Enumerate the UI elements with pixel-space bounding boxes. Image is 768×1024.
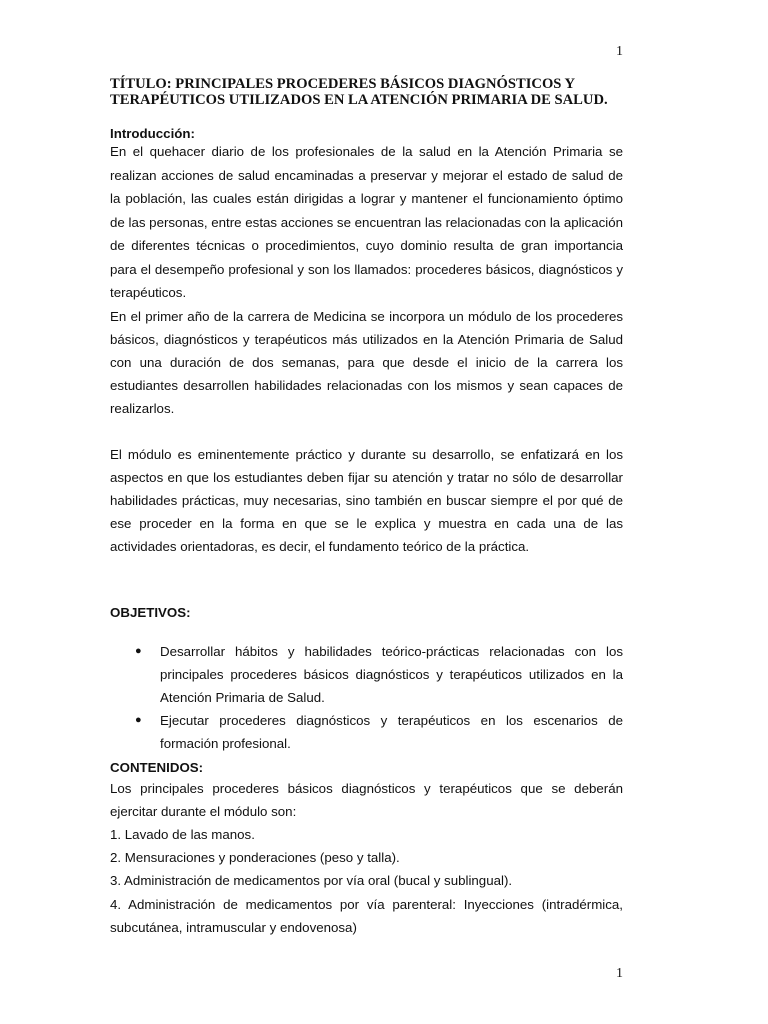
list-item: 1. Lavado de las manos.	[110, 826, 255, 842]
objective-text: Ejecutar procederes diagnósticos y terapéuticos en los escenarios de formación profesional.	[160, 713, 623, 752]
list-item: 4. Administración de medicamentos por vía parenteral: Inyecciones (intradérmica, subcutánea, intramuscular y endovenosa)	[110, 896, 623, 935]
bullet-icon: ●	[135, 714, 142, 727]
contents-intro: Los principales procederes básicos diagnósticos y terapéuticos que se deberán ejercitar durante el módulo son:	[110, 780, 623, 819]
objective-text: Desarrollar hábitos y habilidades teórico-prácticas relacionadas con los principales procederes básicos diagnósticos y terapéuticos utilizados en la Atención Primaria de Salud.	[160, 643, 623, 705]
list-item: 2. Mensuraciones y ponderaciones (peso y talla).	[110, 850, 400, 866]
list-item	[110, 709, 623, 755]
introduction-paragraph-1: En el quehacer diario de los profesionales de la salud en la Atención Primaria se realizan acciones de salud encaminadas a preservar y mejorar el estado de salud de la población, las cuales están dirigidas a lograr y mantener el funcionamiento óptimo de las personas, entre estas acciones se encuentran las relacionadas con la aplicación de diferentes técnicas o procedimientos, cuyo dominio resulta de gran importancia para el desempeño profesional y son los llamados: procederes básicos, diagnósticos y terapéuticos.	[110, 144, 623, 300]
bullet-icon: ●	[135, 644, 142, 657]
list-item	[110, 640, 623, 710]
document-title: TÍTULO: PRINCIPALES PROCEDERES BÁSICOS DIAGNÓSTICOS Y TERAPÉUTICOS UTILIZADOS EN LA ATENCIÓN PRIMARIA DE SALUD.	[110, 76, 608, 108]
introduction-paragraph-3: El módulo es eminentemente práctico y durante su desarrollo, se enfatizará en los aspectos en que los estudiantes deben fijar su atención y tratar no sólo de desarrollar habilidades prácticas, muy necesarias, sino también en buscar siempre el por qué de ese proceder en la forma en que se le explica y muestra en cada una de las actividades orientadoras, es decir, el fundamento teórico de la práctica.	[110, 446, 623, 555]
list-item: 3. Administración de medicamentos por vía oral (bucal y sublingual).	[110, 873, 513, 889]
contents-heading: CONTENIDOS:	[110, 759, 204, 775]
introduction-paragraph-2: En el primer año de la carrera de Medicina se incorpora un módulo de los procederes básicos, diagnósticos y terapéuticos más utilizados en la Atención Primaria de Salud con una duración de dos semanas, para que desde el inicio de la carrera los estudiantes desarrollen habilidades relacionadas con los mismos y sean capaces de realizarlos.	[110, 308, 623, 417]
introduction-heading: Introducción:	[110, 126, 195, 141]
page-number-bottom: 1	[616, 966, 623, 981]
page-number-top: 1	[616, 44, 623, 59]
objectives-heading: OBJETIVOS:	[110, 604, 191, 620]
objectives-list	[110, 640, 623, 756]
document-body	[110, 76, 623, 939]
